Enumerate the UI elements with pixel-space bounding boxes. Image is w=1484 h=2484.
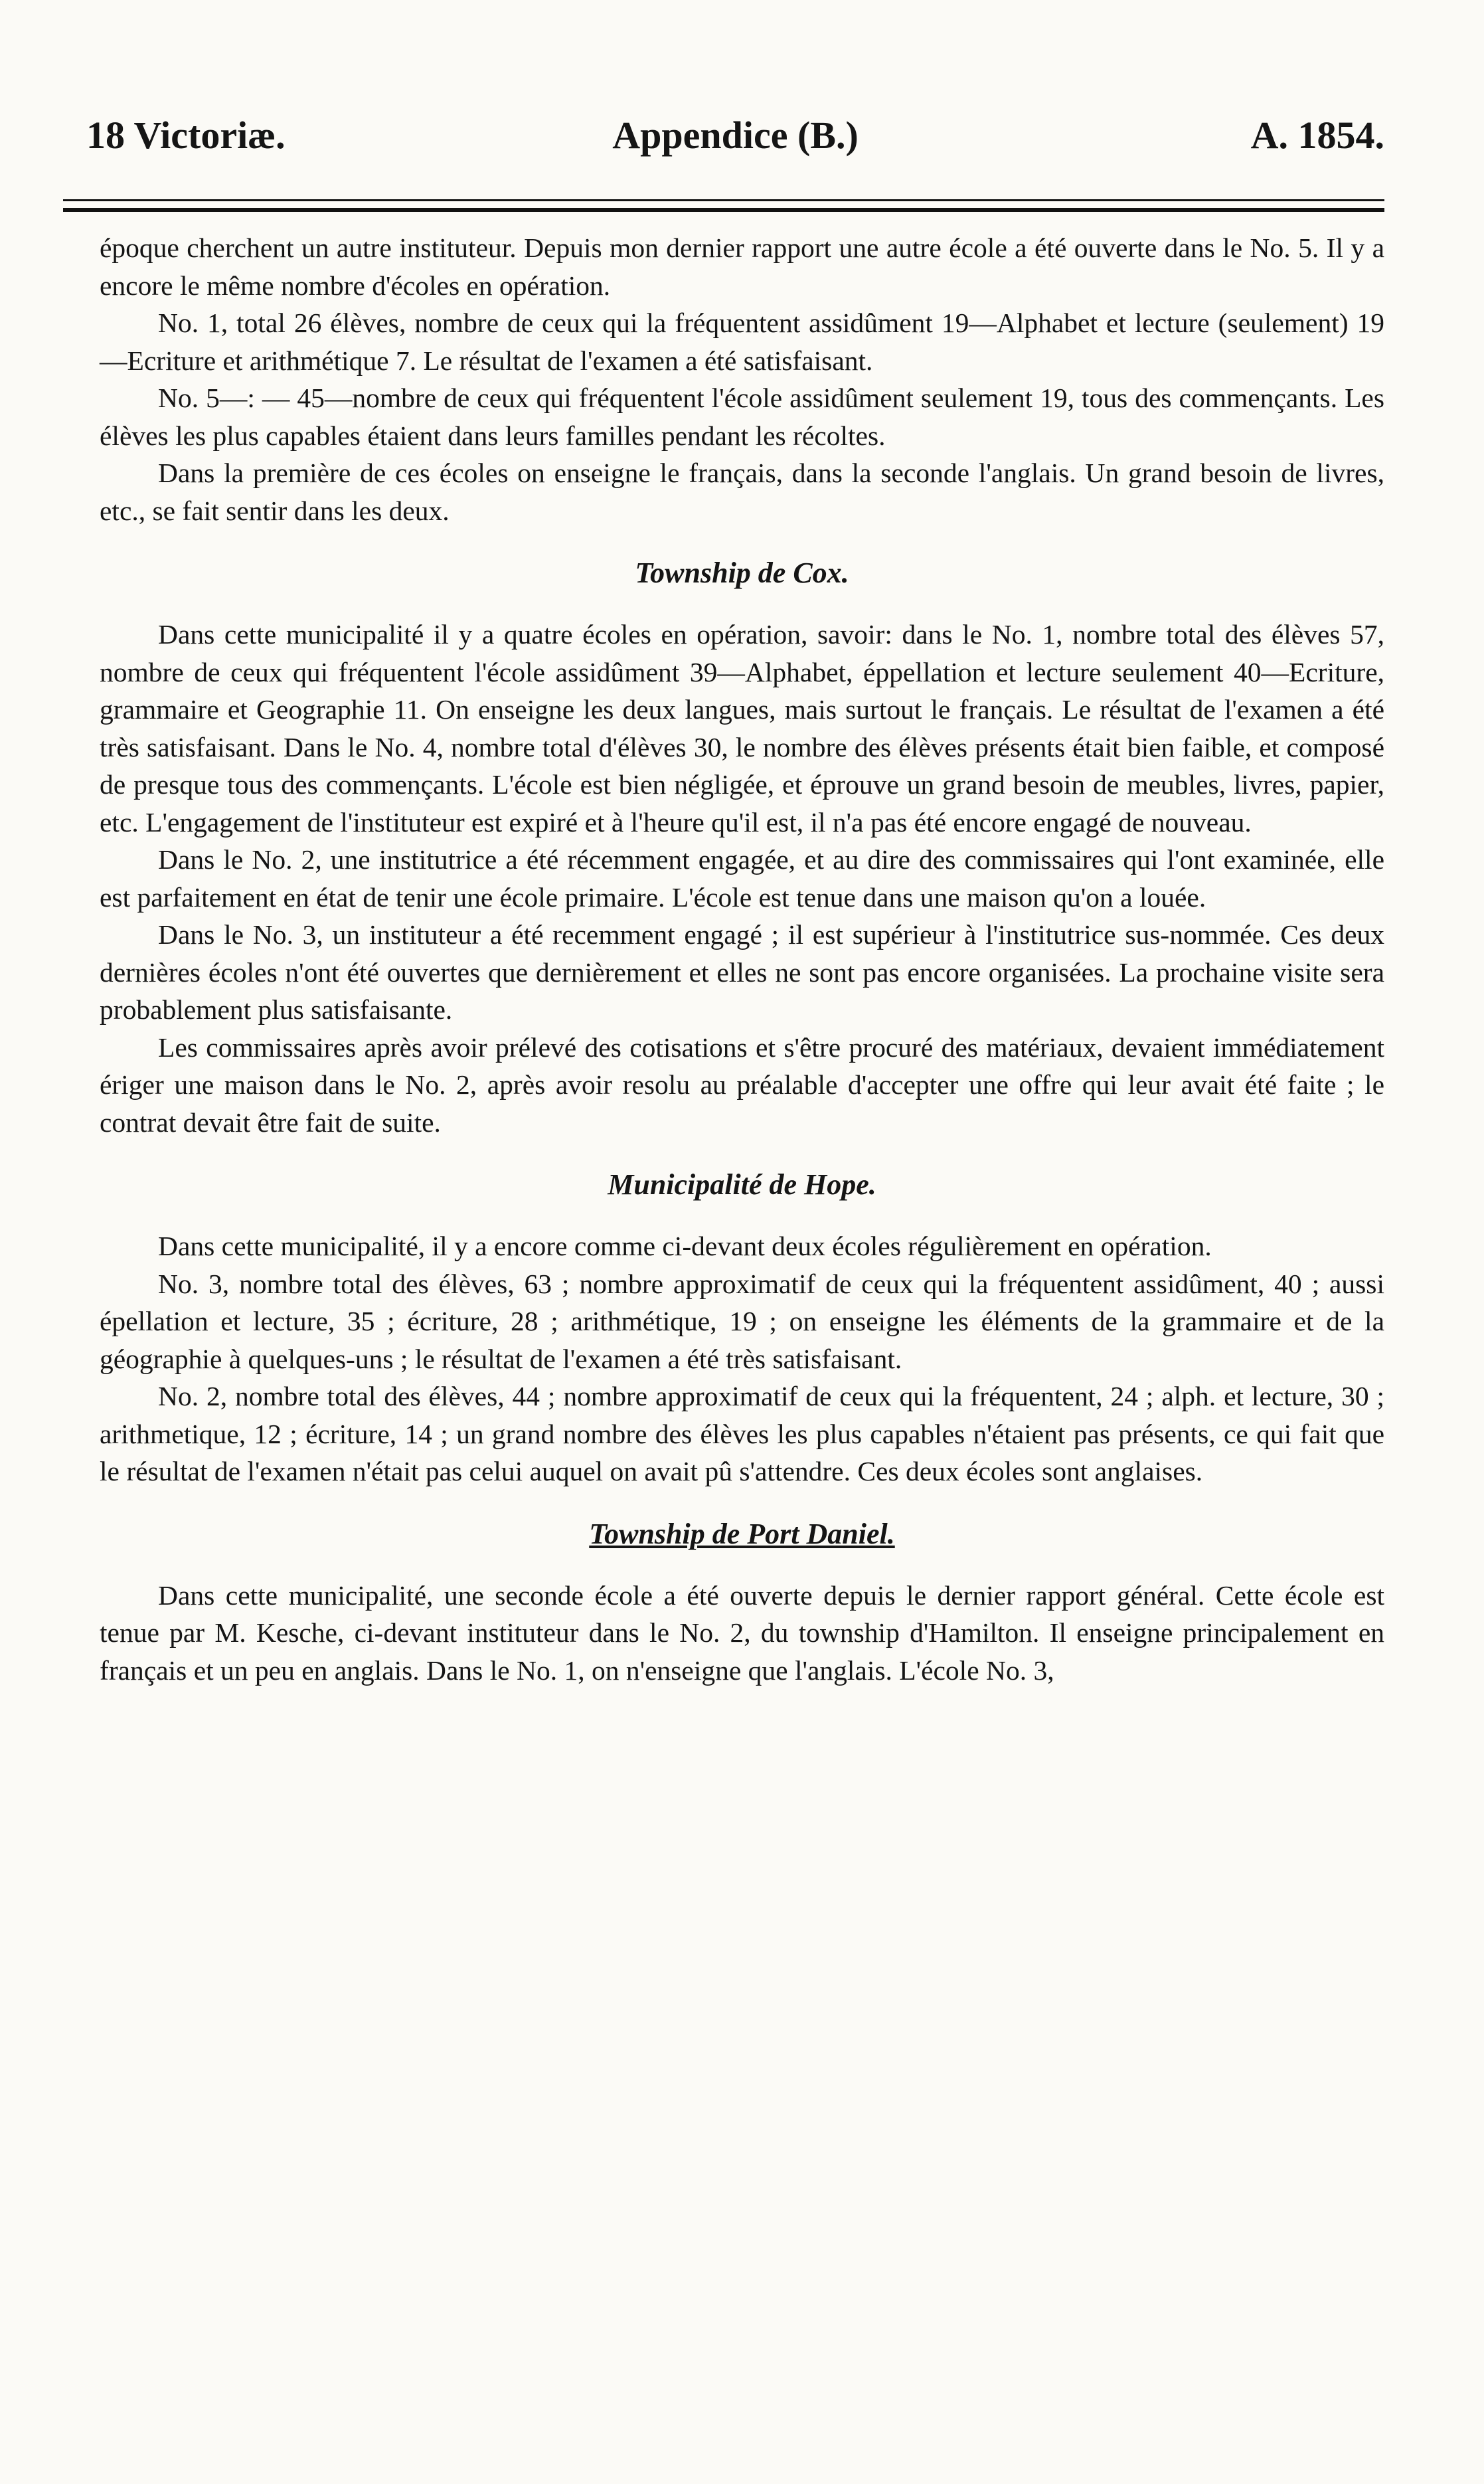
section-heading [100, 555, 1384, 592]
paragraph: Dans cette municipalité, il y a encore comme ci-devant deux écoles régulièrement en opération. [158, 1231, 1212, 1261]
section-heading [100, 1516, 1384, 1553]
paragraph: époque cherchent un autre instituteur. Depuis mon dernier rapport une autre école a été ouverte dans le No. 5. Il y a encore le même nombre d'écoles en opération. [100, 232, 1384, 301]
header-session: 18 Victoriæ. [86, 114, 286, 157]
paragraph: Dans cette municipalité il y a quatre écoles en opération, savoir: dans le No. 1, nombre total des élèves 57, nombre de ceux qui fréquentent l'école assidûment 39—Alphabet, éppellation et lecture seulement 40—Ecriture, grammaire et Geographie 11. On enseigne les deux langues, mais surtout le français. Le résultat de l'examen a été très satisfaisant. Dans le No. 4, nombre total d'élèves 30, le nombre des élèves présents était bien faible, et composé de presque tous des commençants. L'école est bien négligée, et éprouve un grand besoin de meubles, livres, papier, etc. L'engagement de l'instituteur est expiré et à l'heure qu'il est, il n'a pas été encore engagé de nouveau. [100, 619, 1384, 838]
paragraph: Les commissaires après avoir prélevé des cotisations et s'être procuré des matériaux, devaient immédiatement ériger une maison dans le No. 2, après avoir resolu au préalable d'accepter une offre qui leur avait été faite ; le contrat devait être fait de suite. [100, 1031, 1384, 1138]
section-heading-text: Township de Port Daniel. [589, 1517, 895, 1550]
page-body [100, 229, 1384, 1689]
paragraph: No. 3, nombre total des élèves, 63 ; nombre approximatif de ceux qui la fréquentent assidûment, 40 ; aussi épellation et lecture, 35 ; écriture, 28 ; arithmétique, 19 ; on enseigne les éléments de la grammaire et de la géographie à quelques-uns ; le résultat de l'examen a été très satisfaisant. [100, 1268, 1384, 1374]
header-rule [63, 199, 1384, 212]
paragraph: No. 5—: — 45—nombre de ceux qui fréquentent l'école assidûment seulement 19, tous des commençants. Les élèves les plus capables étaient dans leurs familles pendant les récoltes. [100, 383, 1384, 451]
section-heading [100, 1166, 1384, 1203]
paragraph: Dans le No. 2, une institutrice a été récemment engagée, et au dire des commissaires qui l'ont examinée, elle est parfaitement en état de tenir une école primaire. L'école est tenue dans une maison qu'on a louée. [100, 844, 1384, 913]
paragraph: No. 1, total 26 élèves, nombre de ceux qui la fréquentent assidûment 19—Alphabet et lecture (seulement) 19—Ecriture et arithmétique 7. Le résultat de l'examen a été satisfaisant. [100, 308, 1384, 376]
paragraph: Dans le No. 3, un instituteur a été recemment engagé ; il est supérieur à l'institutrice sus-nommée. Ces deux dernières écoles n'ont été ouvertes que dernièrement et elles ne sont pas encore organisées. La prochaine visite sera probablement plus satisfaisante. [100, 919, 1384, 1025]
running-header [86, 113, 1384, 173]
header-appendix: Appendice (B.) [612, 114, 859, 157]
header-year: A. 1854. [1250, 114, 1384, 157]
paragraph: Dans cette municipalité, une seconde école a été ouverte depuis le dernier rapport général. Cette école est tenue par M. Kesche, ci-devant instituteur dans le No. 2, du township d'Hamilton. Il enseigne principalement en français et un peu en anglais. Dans le No. 1, on n'enseigne que l'anglais. L'école No. 3, [100, 1579, 1384, 1686]
paragraph: No. 2, nombre total des élèves, 44 ; nombre approximatif de ceux qui la fréquentent, 24 ; alph. et lecture, 30 ; arithmetique, 12 ; écriture, 14 ; un grand nombre des élèves les plus capables n'étaient pas présents, ce qui fait que le résultat de l'examen n'était pas celui auquel on avait pû s'attendre. Ces deux écoles sont anglaises. [100, 1381, 1384, 1486]
paragraph: Dans la première de ces écoles on enseigne le français, dans la seconde l'anglais. Un grand besoin de livres, etc., se fait sentir dans les deux. [100, 458, 1384, 526]
section-heading-text: Township de Cox. [635, 557, 849, 589]
section-heading-text: Municipalité de Hope. [608, 1168, 876, 1201]
